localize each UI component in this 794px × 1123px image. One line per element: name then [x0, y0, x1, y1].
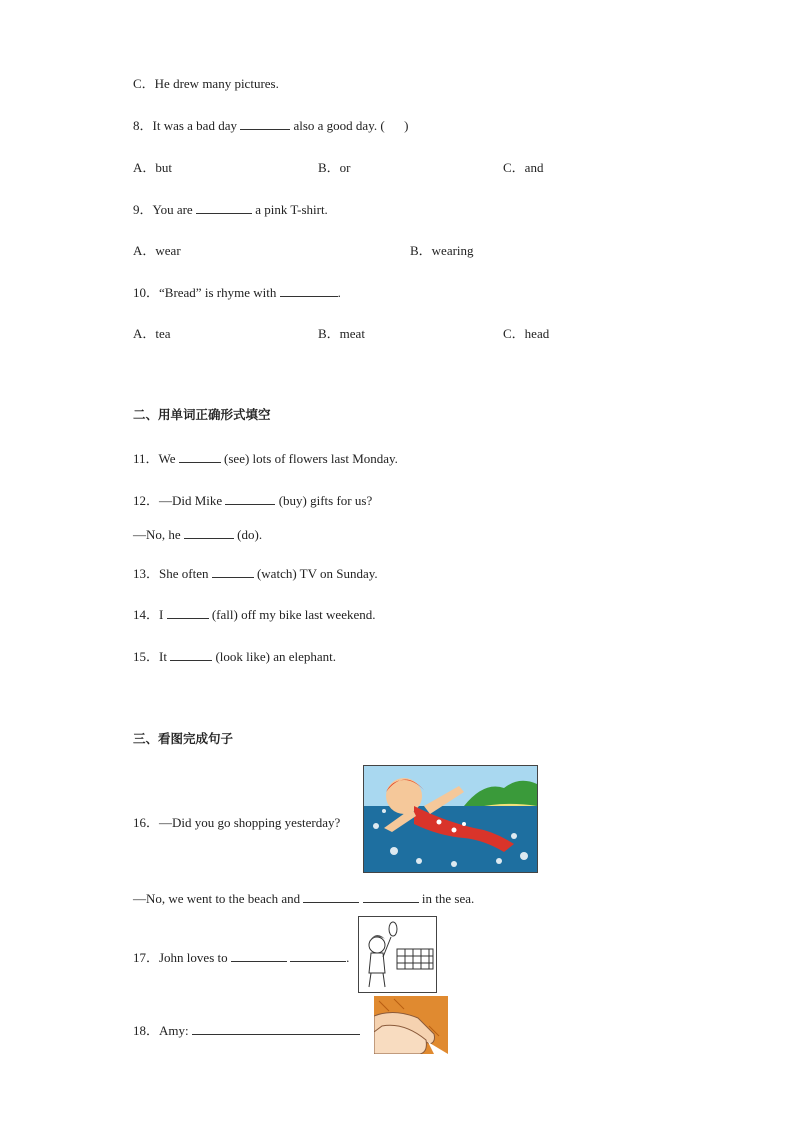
q9-option-a[interactable]: A．wear — [133, 243, 181, 258]
q12-question: 12．—Did Mike (buy) gifts for us? — [133, 493, 373, 508]
q10-option-c[interactable]: C．head — [503, 326, 550, 341]
answer-blank[interactable] — [184, 526, 234, 539]
answer-blank[interactable] — [240, 117, 290, 130]
q10-option-b[interactable]: B．meat — [318, 326, 365, 341]
q9-question: 9．You are a pink T-shirt. — [133, 202, 328, 217]
answer-blank[interactable] — [192, 1022, 360, 1035]
q8-question: 8．It was a bad day also a good day. ( ) — [133, 118, 409, 133]
q7-option-c: C．He drew many pictures. — [133, 76, 279, 91]
q16-question: 16．—Did you go shopping yesterday? — [133, 815, 341, 830]
answer-blank[interactable] — [212, 565, 254, 578]
answer-blank[interactable] — [280, 284, 338, 297]
swimming-girl-picture — [363, 765, 538, 873]
q17-question: 17．John loves to . — [133, 950, 350, 965]
answer-blank[interactable] — [363, 890, 419, 903]
answer-blank[interactable] — [225, 492, 275, 505]
q14-question: 14．I (fall) off my bike last weekend. — [133, 607, 376, 622]
answer-blank[interactable] — [290, 949, 346, 962]
q12-answer-line: —No, he (do). — [133, 527, 263, 542]
q18-question: 18．Amy: — [133, 1020, 360, 1039]
q13-question: 13．She often (watch) TV on Sunday. — [133, 566, 378, 581]
answer-blank[interactable] — [167, 606, 209, 619]
q15-question: 15．It (look like) an elephant. — [133, 649, 337, 664]
q11-question: 11．We (see) lots of flowers last Monday. — [133, 451, 398, 466]
q10-option-a[interactable]: A．tea — [133, 326, 171, 341]
q10-question: 10．“Bread” is rhyme with . — [133, 285, 341, 300]
badminton-boy-picture — [358, 916, 437, 993]
q9-option-b[interactable]: B．wearing — [410, 243, 474, 258]
section-2-title: 二、用单词正确形式填空 — [133, 407, 271, 422]
answer-blank[interactable] — [196, 201, 252, 214]
answer-blank[interactable] — [231, 949, 287, 962]
clapping-hands-picture — [374, 996, 448, 1054]
q8-option-c[interactable]: C．and — [503, 160, 544, 175]
section-3-title: 三、看图完成句子 — [133, 731, 234, 746]
q8-option-a[interactable]: A．but — [133, 160, 173, 175]
answer-blank[interactable] — [179, 450, 221, 463]
answer-blank[interactable] — [303, 890, 359, 903]
q16-answer-line: —No, we went to the beach and in the sea. — [133, 891, 475, 906]
answer-blank[interactable] — [170, 648, 212, 661]
q8-option-b[interactable]: B．or — [318, 160, 351, 175]
